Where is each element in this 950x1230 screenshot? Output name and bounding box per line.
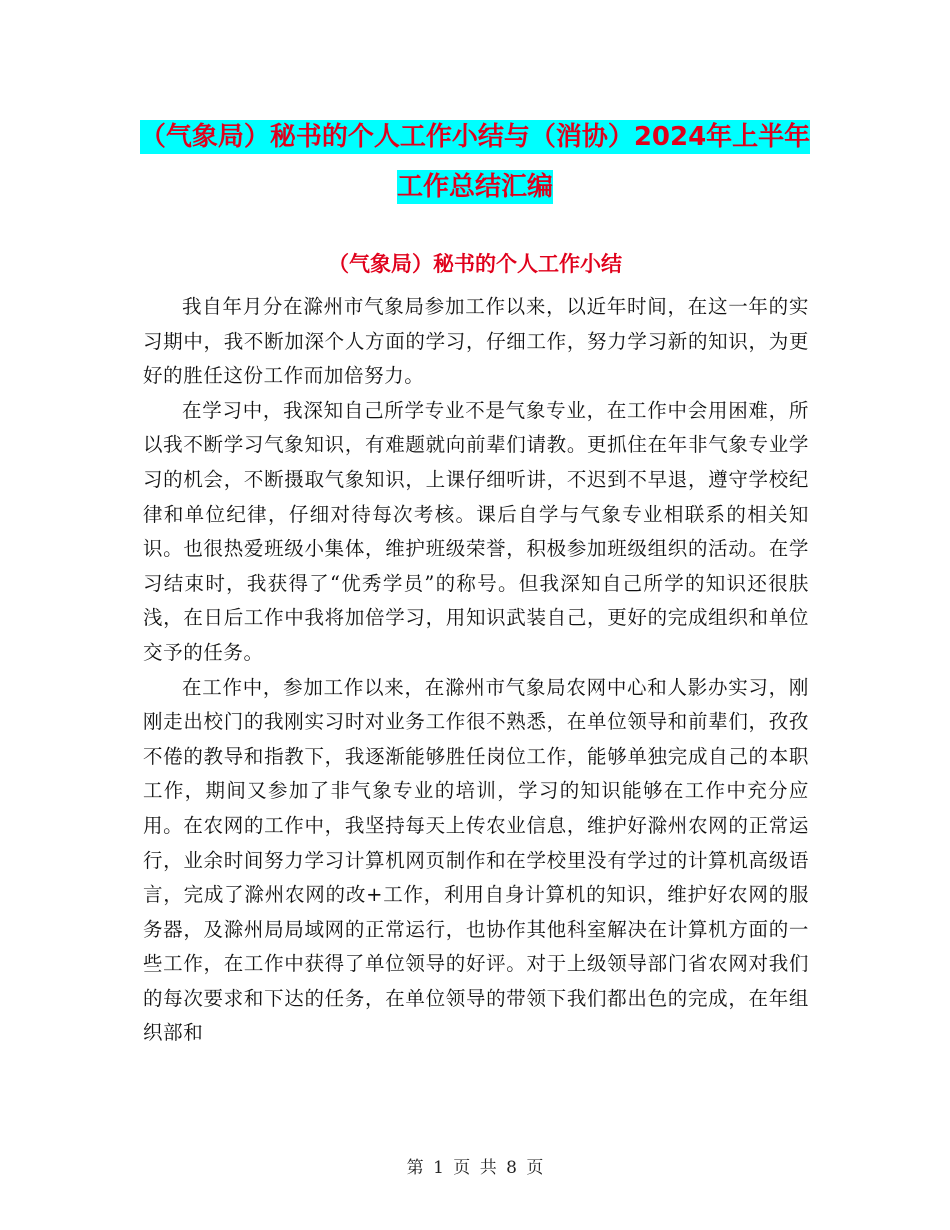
body-text <box>143 290 809 1051</box>
paragraph-2: 在学习中，我深知自己所学专业不是气象专业，在工作中会用困难，所以我不断学习气象知识，有难题就向前辈们请教。更抓住在年非气象专业学习的机会，不断摄取气象知识，上课仔细听讲，不迟到不早退，遵守学校纪律和单位纪律，仔细对待每次考核。课后自学与气象专业相联系的相关知识。也很热爱班级小集体，维护班级荣誉，积极参加班级组织的活动。在学习结束时，我获得了“优秀学员”的称号。但我深知自己所学的知识还很肤浅，在日后工作中我将加倍学习，用知识武装自己，更好的完成组织和单位交予的任务。 <box>143 398 809 664</box>
document-title <box>130 112 820 212</box>
paragraph-3: 在工作中，参加工作以来，在滁州市气象局农网中心和人影办实习，刚刚走出校门的我刚实习时对业务工作很不熟悉，在单位领导和前辈们，孜孜不倦的教导和指教下，我逐渐能够胜任岗位工作，能够单独完成自己的本职工作，期间又参加了非气象专业的培训，学习的知识能够在工作中充分应用。在农网的工作中，我坚持每天上传农业信息，维护好滁州农网的正常运行，业余时间努力学习计算机网页制作和在学校里没有学过的计算机高级语言，完成了滁州农网的改+工作，利用自身计算机的知识，维护好农网的服务器，及滁州局局域网的正常运行，也协作其他科室解决在计算机方面的一些工作，在工作中获得了单位领导的好评。对于上级领导部门省农网对我们的每次要求和下达的任务，在单位领导的带领下我们都出色的完成，在年组织部和 <box>143 675 809 1045</box>
section-title: （气象局）秘书的个人工作小结 <box>328 252 622 276</box>
page-footer: 第 1 页 共 8 页 <box>406 1158 544 1178</box>
paragraph-1: 我自年月分在滁州市气象局参加工作以来，以近年时间，在这一年的实习期中，我不断加深个人方面的学习，仔细工作，努力学习新的知识，为更好的胜任这份工作而加倍努力。 <box>143 295 809 388</box>
document-title-highlight: （气象局）秘书的个人工作小结与（消协）2024年上半年工作总结汇编 <box>139 122 811 202</box>
